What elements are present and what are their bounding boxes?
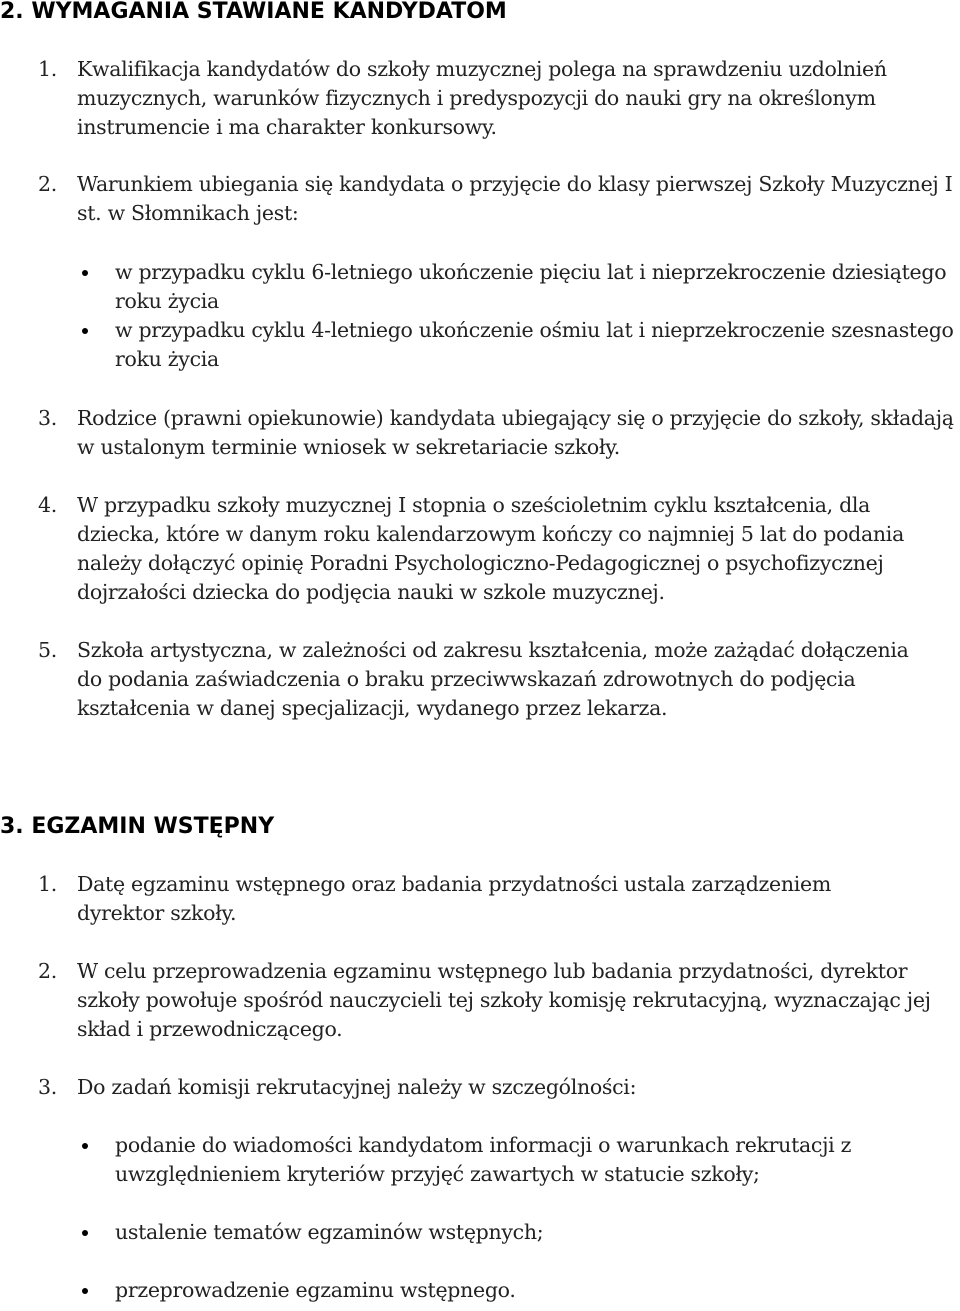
section-2-heading: 2. WYMAGANIA STAWIANE KANDYDATOM: [0, 0, 507, 24]
item-number: 1.: [38, 57, 57, 81]
item-number: 4.: [38, 493, 57, 517]
bullet-icon: [82, 1288, 88, 1294]
item-text: Rodzice (prawni opiekunowie) kandydata ubiegający się o przyjęcie do szkoły, składają w ustalonym terminie wniosek w sekretariacie szkoły.: [77, 406, 954, 459]
item-number: 2.: [38, 172, 57, 196]
section-3-heading: 3. EGZAMIN WSTĘPNY: [0, 814, 275, 839]
item-text: W przypadku szkoły muzycznej I stopnia o sześcioletnim cyklu kształcenia, dla dziecka, które w danym roku kalendarzowym kończy co najmniej 5 lat do podania należy dołączyć opinię Poradni Psychologiczno-Pedagogicznej o psychofizycznej dojrzałości dziecka do podjęcia nauki w szkole muzycznej.: [77, 493, 904, 604]
bullet-text: ustalenie tematów egzaminów wstępnych;: [115, 1220, 544, 1244]
bullet-text: podanie do wiadomości kandydatom informacji o warunkach rekrutacji z uwzględnieniem kryteriów przyjęć zawartych w statucie szkoły;: [115, 1133, 852, 1186]
bullet-icon: [82, 1230, 88, 1236]
item-number: 3.: [38, 1075, 57, 1099]
bullet-text: w przypadku cyklu 6-letniego ukończenie pięciu lat i nieprzekroczenie dziesiątego roku życia: [115, 260, 947, 313]
item-text: Datę egzaminu wstępnego oraz badania przydatności ustala zarządzeniem dyrektor szkoły.: [77, 872, 831, 925]
bullet-text: w przypadku cyklu 4-letniego ukończenie ośmiu lat i nieprzekroczenie szesnastego roku życia: [115, 318, 954, 371]
bullet-icon: [82, 270, 88, 276]
item-text: Szkoła artystyczna, w zależności od zakresu kształcenia, może zażądać dołączenia do podania zaświadczenia o braku przeciwwskazań zdrowotnych do podjęcia kształcenia w danej specjalizacji, wydanego przez lekarza.: [77, 638, 909, 720]
item-number: 5.: [38, 638, 57, 662]
bullet-icon: [82, 1143, 88, 1149]
item-number: 3.: [38, 406, 57, 430]
item-text: Do zadań komisji rekrutacyjnej należy w szczególności:: [77, 1075, 637, 1099]
item-number: 2.: [38, 959, 57, 983]
item-number: 1.: [38, 872, 57, 896]
bullet-text: przeprowadzenie egzaminu wstępnego.: [115, 1278, 516, 1302]
item-text: Kwalifikacja kandydatów do szkoły muzycznej polega na sprawdzeniu uzdolnień muzycznych, warunków fizycznych i predyspozycji do nauki gry na określonym instrumencie i ma charakter konkursowy.: [77, 57, 887, 139]
bullet-icon: [82, 328, 88, 334]
item-text: W celu przeprowadzenia egzaminu wstępnego lub badania przydatności, dyrektor szkoły powołuje spośród nauczycieli tej szkoły komisję rekrutacyjną, wyznaczając jej skład i przewodniczącego.: [77, 959, 931, 1041]
item-text: Warunkiem ubiegania się kandydata o przyjęcie do klasy pierwszej Szkoły Muzycznej I st. w Słomnikach jest:: [77, 172, 953, 225]
